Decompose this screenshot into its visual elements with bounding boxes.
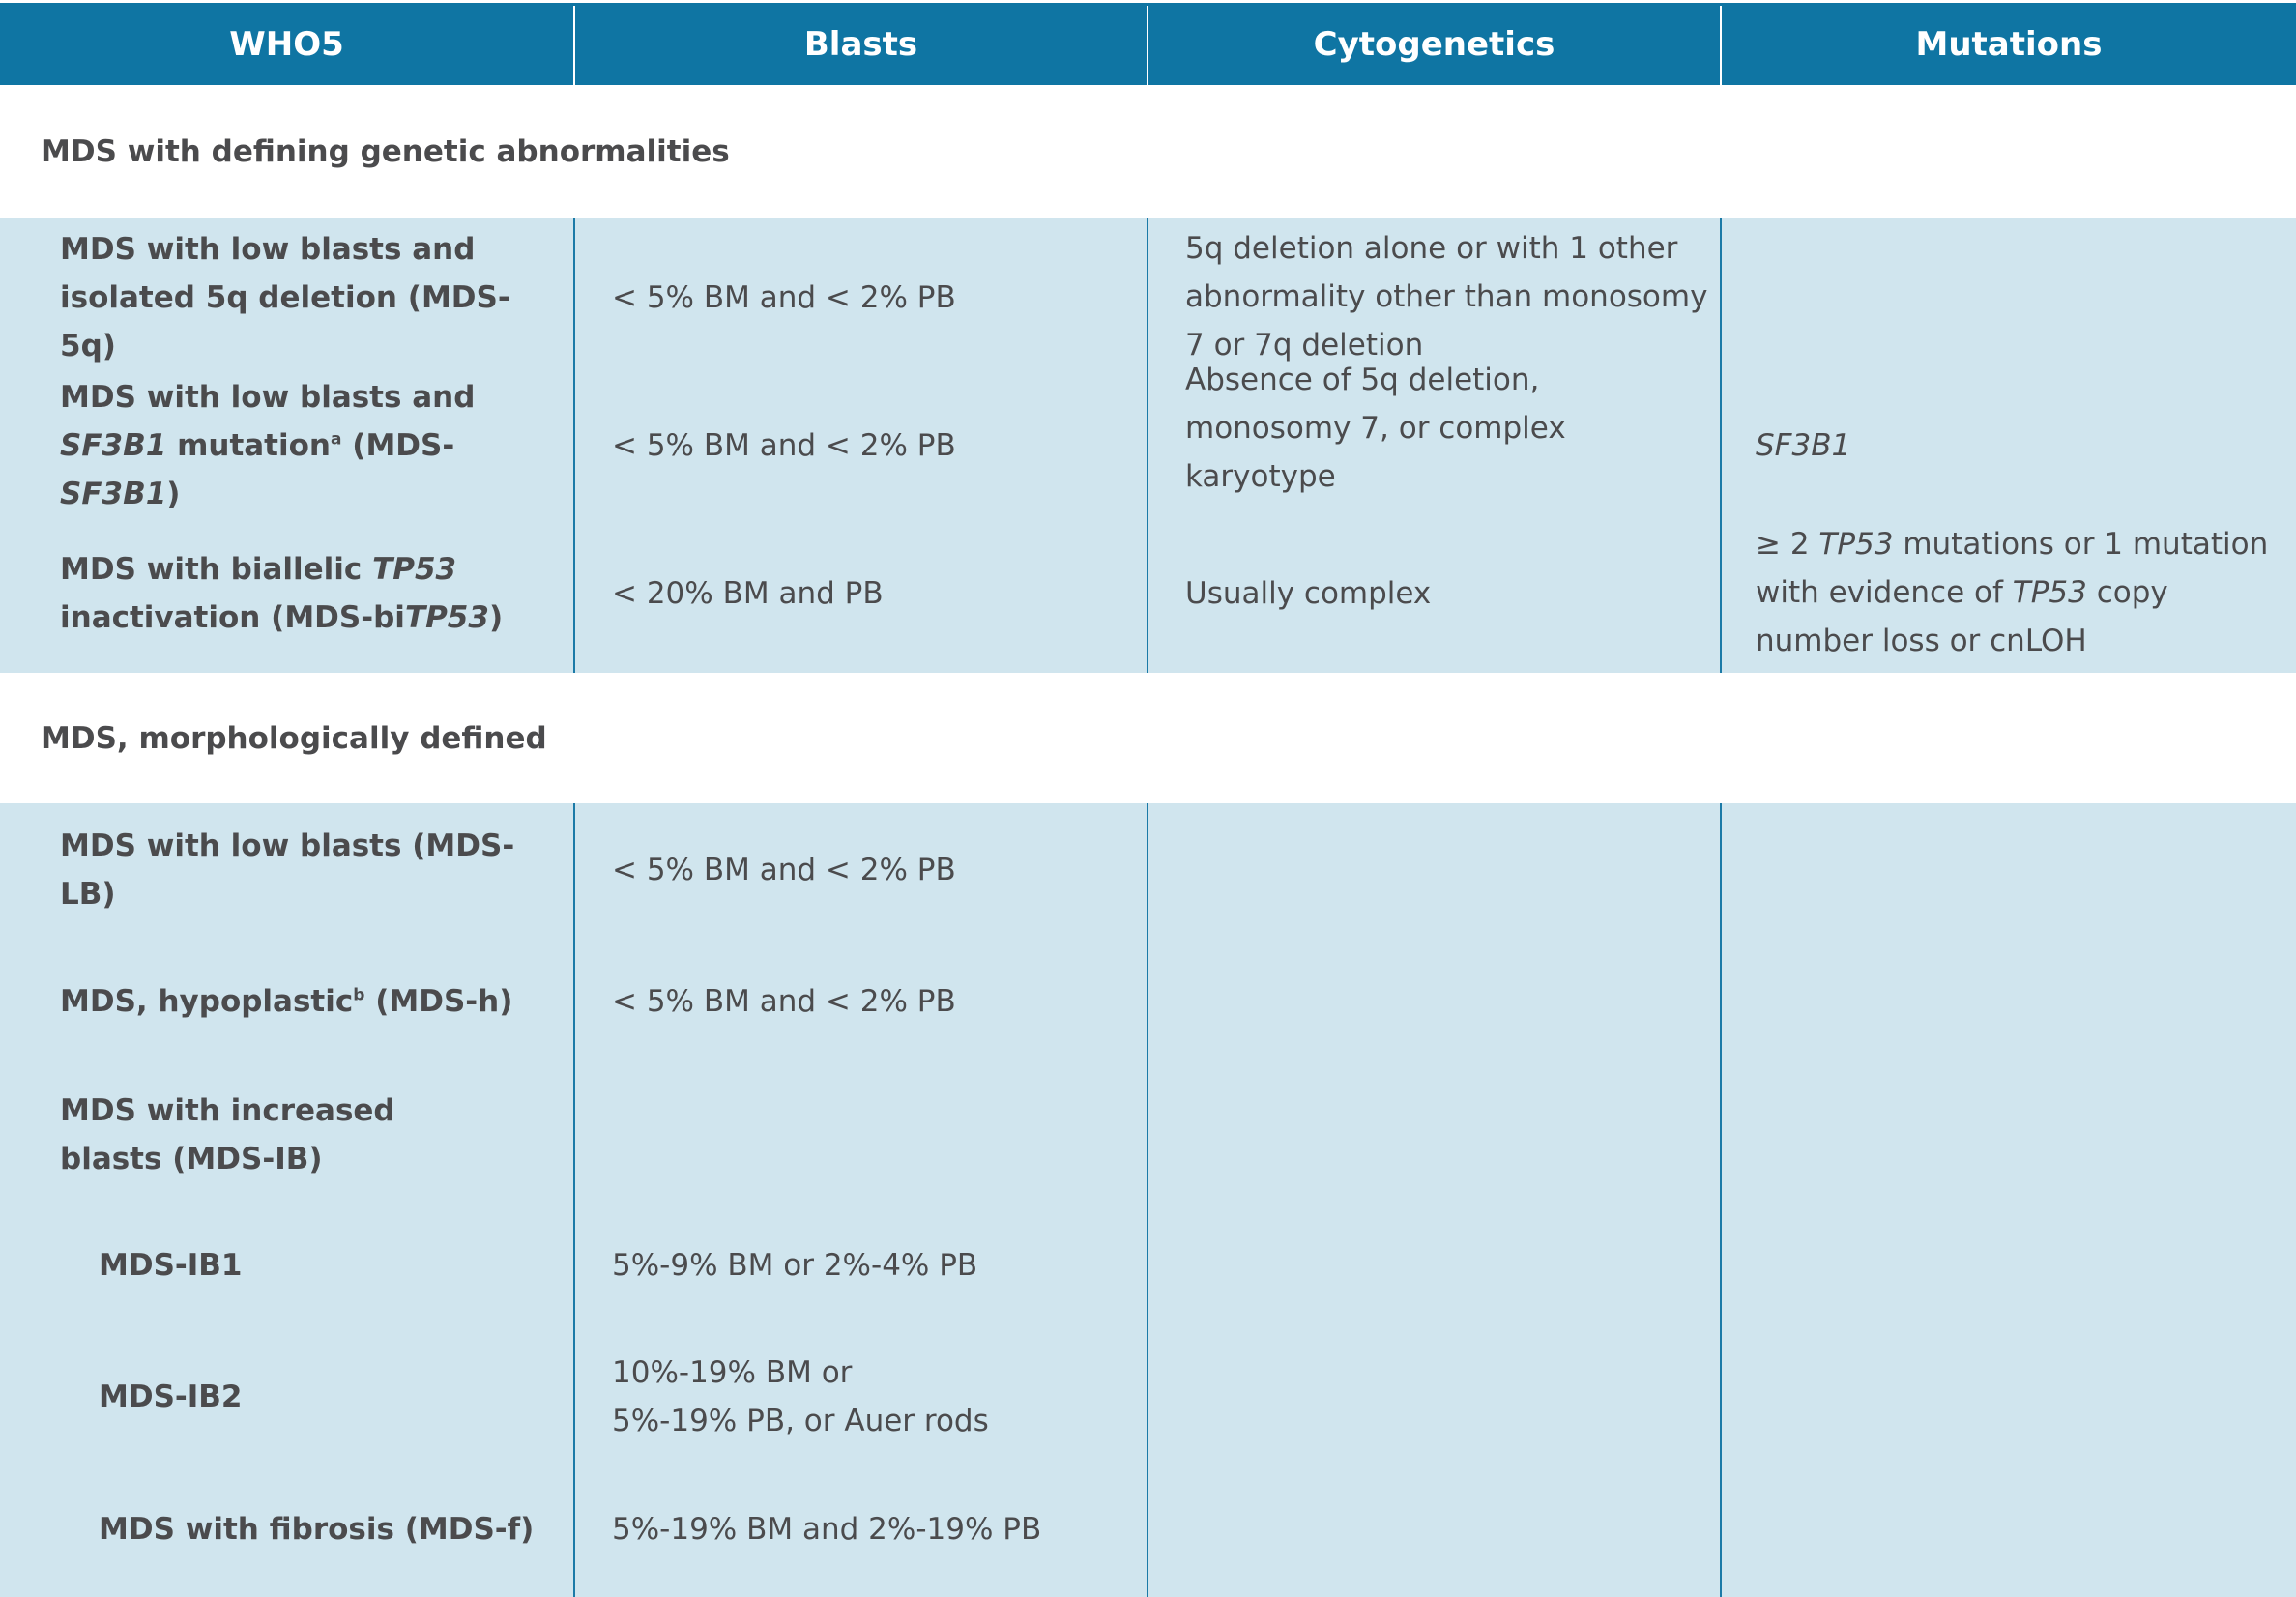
footnote-marker: b (353, 985, 365, 1005)
table-row-name: MDS with low blasts and isolated 5q deletion (MDS-5q) (60, 231, 510, 363)
table-row-name: MDS with fibrosis (MDS-f) (99, 1512, 535, 1547)
table-row-name: MDS-IB1 (99, 1248, 243, 1283)
column-header-who5: WHO5 (229, 24, 344, 64)
section-title: MDS, morphologically defined (41, 720, 547, 756)
column-header-cytogenetics: Cytogenetics (1313, 24, 1555, 64)
blasts-cell: < 5% BM and < 2% PB (612, 427, 956, 463)
header-divider (573, 6, 575, 85)
table-header (0, 3, 2296, 85)
blasts-cell: < 20% BM and PB (612, 575, 884, 611)
blasts-cell: 10%-19% BM or 5%-19% PB, or Auer rods (612, 1355, 989, 1438)
column-divider (573, 218, 575, 673)
footnote-marker: a (331, 429, 342, 450)
cytogenetics-cell: 5q deletion alone or with 1 other abnormality other than monosomy 7 or 7q deletion (1185, 231, 1708, 363)
table-row-name: MDS with low blasts (MDS-LB) (60, 828, 515, 912)
cytogenetics-cell: Absence of 5q deletion, monosomy 7, or complex karyotype (1185, 363, 1566, 494)
table-row-name: MDS, hypoplastic$^b$ (MDS-h) (60, 984, 513, 1019)
table-row-name: MDS-IB2 (99, 1379, 243, 1414)
mutations-cell: ≥ 2 TP53 mutations or 1 mutation with evidence of TP53 copy number loss or cnLOH (1756, 527, 2269, 658)
column-header-mutations: Mutations (1915, 24, 2103, 64)
blasts-cell: 5%-9% BM or 2%-4% PB (612, 1248, 978, 1283)
table-row-name: MDS with low blasts and SF3B1 mutation$^a$ (MDS-SF3B1) (60, 379, 476, 511)
header-divider (1147, 6, 1148, 85)
blasts-cell: < 5% BM and < 2% PB (612, 984, 956, 1019)
column-divider (1147, 803, 1148, 1597)
column-divider (573, 803, 575, 1597)
column-divider (1147, 218, 1148, 673)
blasts-cell: < 5% BM and < 2% PB (612, 853, 956, 887)
section-title: MDS with defining genetic abnormalities (41, 133, 730, 169)
blasts-cell: 5%-19% BM and 2%-19% PB (612, 1512, 1042, 1547)
section-header (0, 673, 2296, 803)
column-divider (1720, 218, 1722, 673)
blasts-cell: < 5% BM and < 2% PB (612, 279, 956, 315)
section-header (0, 85, 2296, 218)
column-divider (1720, 803, 1722, 1597)
mutations-cell: SF3B1 (1756, 427, 1851, 463)
column-header-blasts: Blasts (803, 24, 918, 64)
cytogenetics-cell: Usually complex (1185, 575, 1432, 611)
header-divider (1720, 6, 1722, 85)
table-row-name: MDS with increased blasts (MDS-IB) (60, 1093, 395, 1176)
table-row-name: MDS with biallelic TP53 inactivation (MDS-biTP53) (60, 551, 504, 635)
